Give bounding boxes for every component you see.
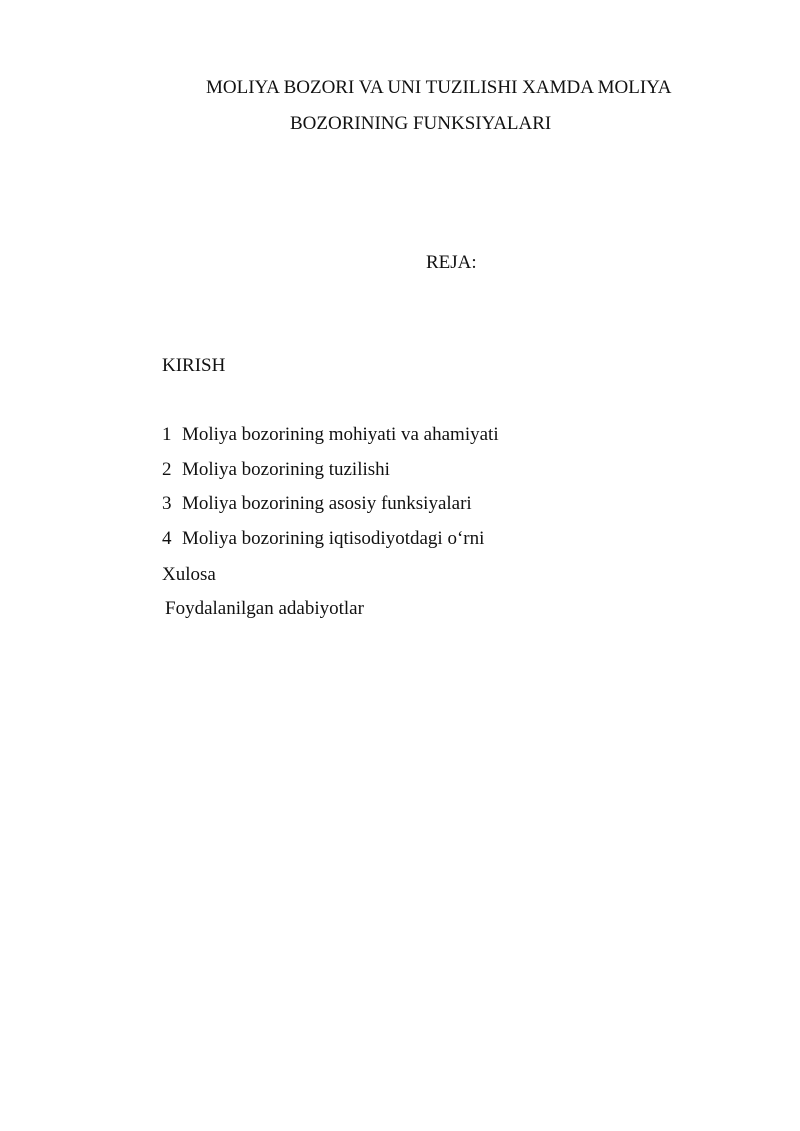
document-title-line-2: BOZORINING FUNKSIYALARI <box>290 113 552 134</box>
toc-item-text: Moliya bozorining asosiy funksiyalari <box>182 493 472 515</box>
plan-heading: REJA: <box>426 252 477 273</box>
toc-item <box>162 493 499 528</box>
toc-item-number: 1 <box>162 424 172 445</box>
table-of-contents <box>162 424 499 563</box>
toc-item-text: Moliya bozorining tuzilishi <box>182 458 390 480</box>
toc-item <box>162 424 499 459</box>
toc-item-number: 3 <box>162 493 172 515</box>
references-heading: Foydalanilgan adabiyotlar <box>165 598 364 619</box>
toc-item-number: 2 <box>162 458 172 480</box>
document-title-line-1: MOLIYA BOZORI VA UNI TUZILISHI XAMDA MOLIYA <box>206 77 672 98</box>
intro-heading: KIRISH <box>162 355 226 376</box>
conclusion-heading: Xulosa <box>162 564 216 585</box>
toc-item-number: 4 <box>162 528 172 550</box>
toc-item <box>162 459 499 494</box>
toc-item-text: Moliya bozorining mohiyati va ahamiyati <box>182 424 499 445</box>
toc-item-text: Moliya bozorining iqtisodiyotdagi o‘rni <box>182 528 485 550</box>
toc-item <box>162 528 499 563</box>
